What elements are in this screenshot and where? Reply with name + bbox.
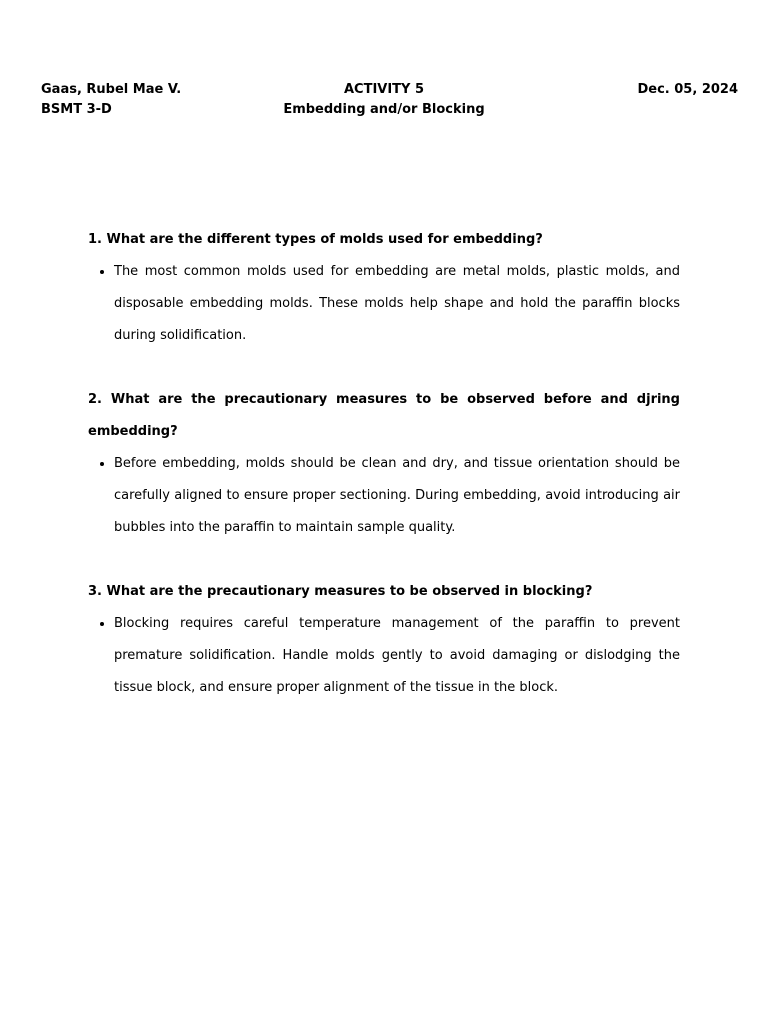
section-spacer — [88, 544, 680, 576]
activity-title: ACTIVITY 5 — [343, 82, 425, 97]
student-section: BSMT 3-D — [41, 102, 112, 117]
document-date: Dec. 05, 2024 — [637, 82, 738, 97]
answer-1: • The most common molds used for embedding are metal molds, plastic molds, and disposable embedding molds. These molds help shape and hold the paraffin blocks during solidification. — [114, 256, 680, 352]
question-2: 2. What are the precautionary measures to be observed before and djring embedding? — [88, 392, 680, 439]
question-3: 3. What are the precautionary measures to be observed in blocking? — [88, 584, 593, 599]
section-spacer — [88, 352, 680, 384]
answer-list-1 — [88, 256, 680, 352]
activity-subtitle: Embedding and/or Blocking — [283, 102, 485, 117]
questions-section — [88, 224, 680, 704]
student-name: Gaas, Rubel Mae V. — [41, 82, 182, 97]
answer-2: • Before embedding, molds should be clean and dry, and tissue orientation should be carefully aligned to ensure proper sectioning. During embedding, avoid introducing air bubbles into the paraffin to maintain sample quality. — [114, 448, 680, 544]
question-1: 1. What are the different types of molds used for embedding? — [88, 232, 543, 247]
answer-list-2 — [88, 448, 680, 544]
student-info — [41, 80, 181, 120]
answer-3: • Blocking requires careful temperature management of the paraffin to prevent premature solidification. Handle molds gently to avoid damaging or dislodging the tissue block, and ensure proper alignment of the tissue in the block. — [114, 608, 680, 704]
activity-heading — [234, 80, 534, 120]
answer-list-3 — [88, 608, 680, 704]
